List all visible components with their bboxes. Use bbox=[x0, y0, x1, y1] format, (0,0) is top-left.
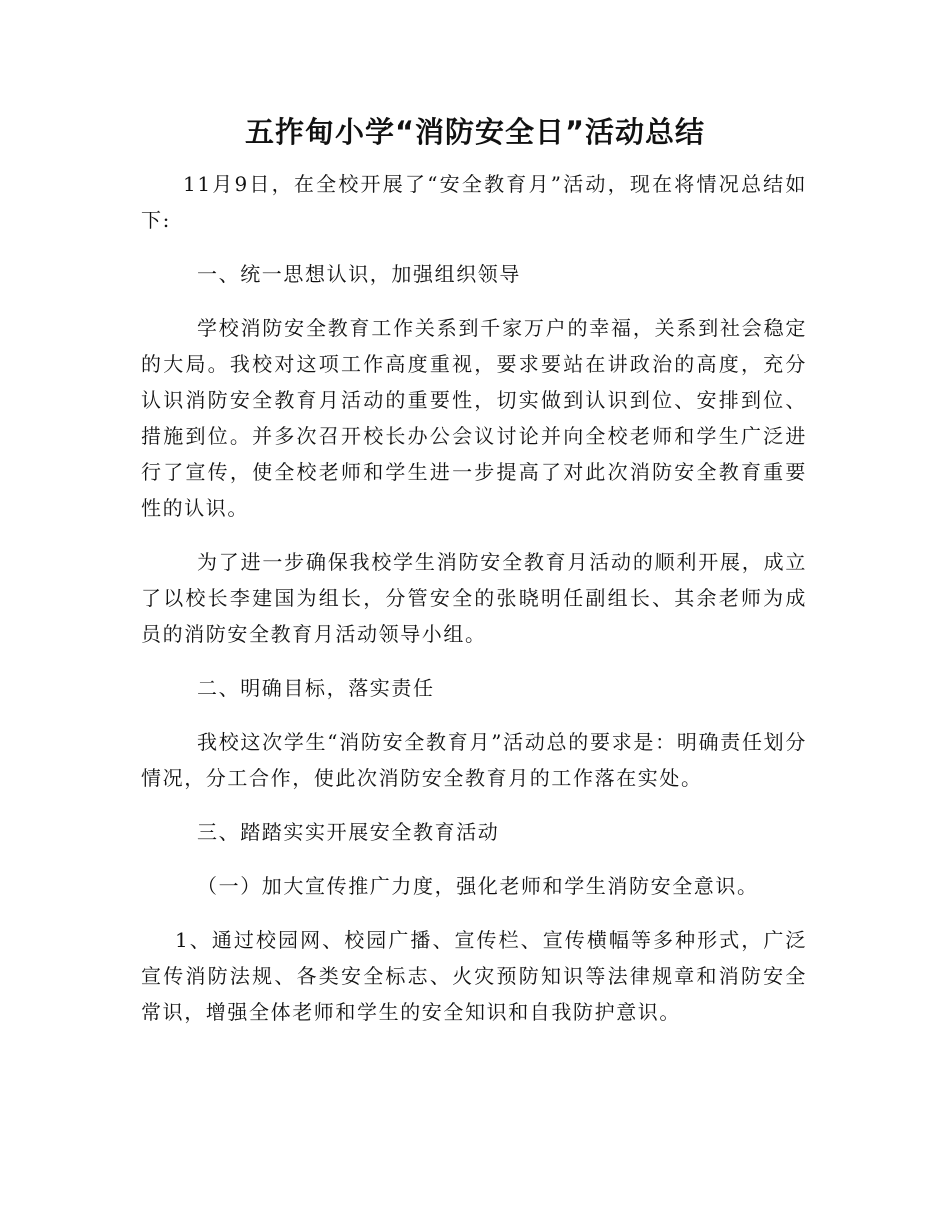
heading-section-1: 一、统一思想认识，加强组织领导 bbox=[197, 262, 521, 286]
subheading-3-1: （一）加大宣传推广力度，强化老师和学生消防安全意识。 bbox=[197, 874, 759, 898]
document-body bbox=[141, 166, 807, 1030]
paragraph-section-1-b: 为了进一步确保我校学生消防安全教育月活动的顺利开展，成立了以校长李建国为组长，分管安全的张晓明任副组长、其余老师为成员的消防安全教育月活动领导小组。 bbox=[141, 550, 807, 646]
paragraph-section-2: 我校这次学生“消防安全教育月”活动总的要求是：明确责任划分情况，分工合作，使此次消防安全教育月的工作落在实处。 bbox=[141, 730, 807, 790]
heading-section-3: 三、踏踏实实开展安全教育活动 bbox=[197, 820, 500, 844]
paragraph-section-1-a: 学校消防安全教育工作关系到千家万户的幸福，关系到社会稳定的大局。我校对这项工作高度重视，要求要站在讲政治的高度，充分认识消防安全教育月活动的重要性，切实做到认识到位、安排到位、措施到位。并多次召开校长办公会议讨论并向全校老师和学生广泛进行了宣传，使全校老师和学生进一步提高了对此次消防安全教育重要性的认识。 bbox=[141, 316, 807, 520]
paragraph-intro: 11月9日，在全校开展了“安全教育月”活动，现在将情况总结如下: bbox=[141, 172, 807, 232]
heading-section-2: 二、明确目标，落实责任 bbox=[197, 676, 435, 700]
document-title: 五拃甸小学“消防安全日”活动总结 bbox=[244, 115, 706, 149]
list-item-1: 1、通过校园网、校园广播、宣传栏、宣传横幅等多种形式，广泛宣传消防法规、各类安全标志、火灾预防知识等法律规章和消防安全常识，增强全体老师和学生的安全知识和自我防护意识。 bbox=[141, 928, 807, 1024]
